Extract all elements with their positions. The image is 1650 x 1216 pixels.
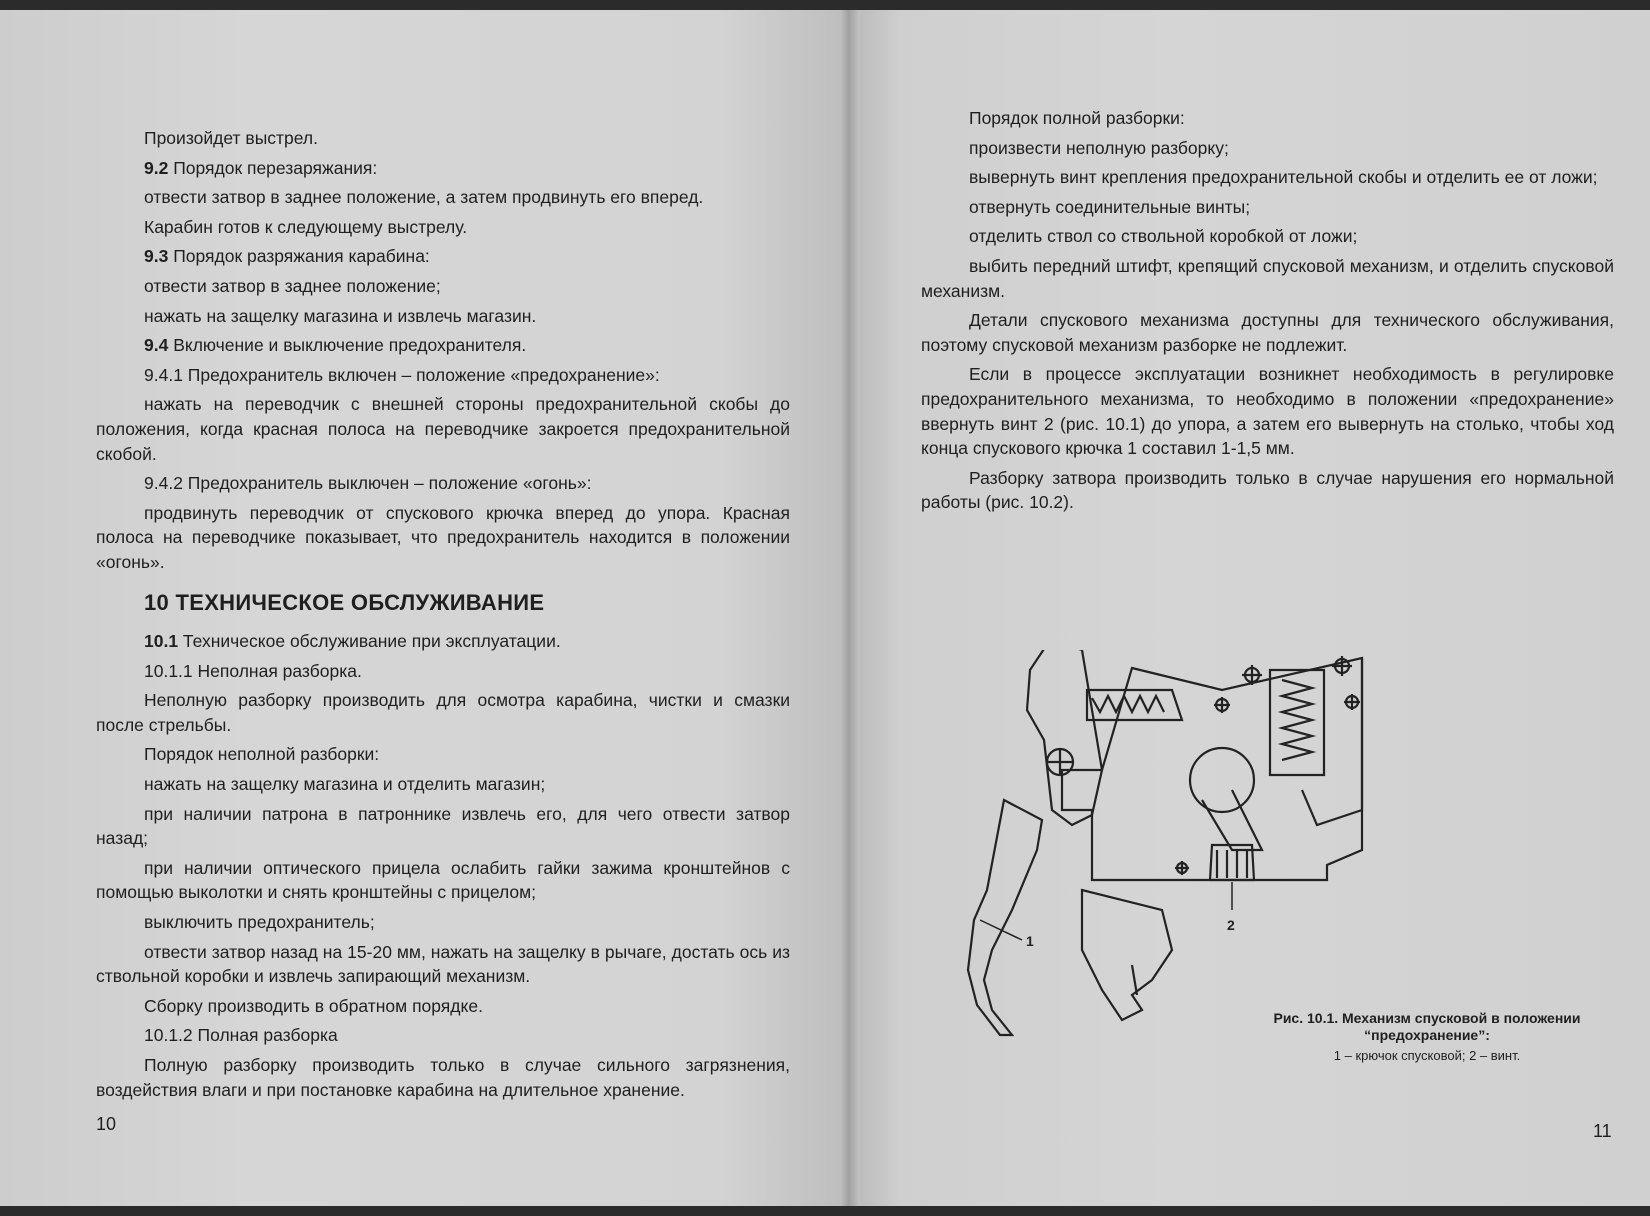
figure-label-2: 2 [1227, 917, 1235, 933]
paragraph [96, 274, 790, 299]
paragraph [96, 471, 790, 496]
upper-spring [1092, 696, 1164, 712]
paragraph [96, 1053, 790, 1102]
paragraph-text: Карабин готов к следующему выстрелу. [144, 216, 468, 237]
figure-label-1: 1 [1026, 933, 1034, 949]
paragraph [96, 215, 790, 240]
paragraph [96, 994, 790, 1019]
paragraph [96, 333, 790, 358]
right-page-text [921, 106, 1614, 520]
pin-marks [1175, 656, 1360, 875]
page-number-right: 11 [1593, 1121, 1612, 1141]
paragraph: отделить ствол со ствольной коробкой от ложи; [969, 226, 1358, 247]
trigger-mechanism-figure [932, 650, 1372, 1070]
paragraph-text: отвести затвор в заднее положение, а затем продвинуть его вперед. [144, 187, 704, 208]
paragraph [96, 244, 790, 269]
paragraph: Разборку затвора производить только в случае нарушения его нормальной работы (рис. 10.2). [921, 467, 1614, 513]
paragraph [96, 1023, 790, 1048]
page-number-left: 10 [96, 1114, 117, 1134]
paragraph: Детали спускового механизма доступны для технического обслуживания, поэтому спусковой механизм разборке не подлежит. [921, 310, 1614, 355]
paragraph: отвернуть соединительные винты; [969, 196, 1251, 217]
paragraph-text: при наличии патрона в патроннике извлечь его, для чего отвести затвор назад; [96, 803, 790, 849]
paragraph-text: Произойдет выстрел. [144, 128, 318, 148]
paragraph [96, 856, 790, 905]
paragraph-text: отвести затвор в заднее положение; [144, 275, 441, 296]
paragraph-text: нажать на переводчик с внешней стороны предохранительной скобы до положения, когда красная полоса на переводчике закроется предохранительной скобой. [96, 394, 790, 464]
paragraph-text: Сборку производить в обратном порядке. [144, 995, 483, 1016]
paragraph [96, 392, 790, 466]
paragraph-text: 10.1.2 Полная разборка [144, 1025, 338, 1046]
paragraph [96, 629, 790, 654]
paragraph [96, 688, 790, 737]
paragraph-text: выключить предохранитель; [144, 912, 375, 933]
clause-number: 10.1 [144, 631, 179, 652]
paragraph [96, 940, 790, 989]
paragraph-text: Неполную разборку производить для осмотра карабина, чистки и смазки после стрельбы. [96, 690, 790, 735]
safety-lever [1082, 890, 1172, 1020]
sear-lever [1027, 650, 1102, 825]
paragraph-text: нажать на защелку магазина и извлечь магазин. [144, 305, 537, 326]
clause-number: 9.4 [144, 335, 169, 356]
paragraph [96, 185, 790, 210]
paragraph-text: 9.4.1 Предохранитель включен – положение «предохранение»: [144, 364, 660, 385]
paragraph-text: отвести затвор назад на 15-20 мм, нажать на защелку в рычаге, достать ось из ствольной коробки и извлечь запирающий механизм. [96, 941, 790, 987]
paragraph: Порядок полной разборки: [969, 108, 1185, 128]
paragraph-text: Техническое обслуживание при эксплуатации. [178, 631, 561, 652]
paragraph-text: продвинуть переводчик от спускового крючка вперед до упора. Красная полоса на переводчике показывает, что предохранитель находится в положении «огонь». [96, 502, 790, 572]
trigger [968, 800, 1042, 1035]
paragraph-text: Порядок перезаряжания: [168, 157, 378, 178]
right-page [852, 10, 1650, 1206]
clause-number: 9.3 [144, 246, 169, 267]
paragraph-text: Включение и выключение предохранителя. [168, 335, 527, 356]
paragraph: произвести неполную разборку; [969, 137, 1229, 158]
paragraph [96, 363, 790, 388]
caption-legend: 1 – крючок спусковой; 2 – винт. [1333, 1048, 1521, 1063]
paragraph [96, 304, 790, 329]
paragraph [96, 126, 790, 151]
paragraph-text: нажать на защелку магазина и отделить магазин; [144, 774, 546, 795]
left-page-text [96, 126, 790, 1107]
paragraph: вывернуть винт крепления предохранительной скобы и отделить ее от ложи; [969, 167, 1598, 188]
paragraph-text: Порядок разряжания карабина: [168, 246, 430, 267]
paragraph [96, 910, 790, 935]
book-gutter [840, 10, 860, 1206]
figure-caption [1272, 1010, 1582, 1064]
paragraph [96, 742, 790, 767]
paragraph-text: Полную разборку производить только в случае сильного загрязнения, воздействия влаги и при постановке карабина на длительное хранение. [96, 1055, 790, 1100]
left-page [0, 10, 848, 1206]
paragraph-text: Порядок неполной разборки: [144, 744, 380, 765]
right-spring [1282, 680, 1312, 760]
paragraph-text: при наличии оптического прицела ослабить гайки зажима кронштейнов с помощью выколотки и снять кронштейны с прицелом; [96, 857, 790, 903]
disconnector [1190, 748, 1254, 812]
paragraph [96, 802, 790, 851]
paragraph [96, 772, 790, 797]
paragraph: Если в процессе эксплуатации возникнет необходимость в регулировке предохранительного механизма, то необходимо в положении «предохранение» ввернуть винт 2 (рис. 10.1) до упора, а затем его вывернуть на столько, чтобы ход конца спускового крючка 1 составил 1-1,5 мм. [921, 364, 1614, 459]
paragraph: выбить передний штифт, крепящий спусковой механизм, и отделить спусковой механизм. [921, 255, 1614, 301]
paragraph-text: 10.1.1 Неполная разборка. [144, 660, 362, 681]
caption-title: Рис. 10.1. Механизм спусковой в положении “предохранение”: [1273, 1010, 1581, 1043]
paragraph-text: 9.4.2 Предохранитель выключен – положение «огонь»: [144, 473, 592, 494]
paragraph [96, 156, 790, 181]
book-spread [0, 10, 1650, 1206]
clause-number: 9.2 [144, 157, 169, 178]
paragraph [96, 501, 790, 575]
section-heading: 10 ТЕХНИЧЕСКОЕ ОБСЛУЖИВАНИЕ [144, 589, 545, 615]
paragraph [96, 659, 790, 684]
